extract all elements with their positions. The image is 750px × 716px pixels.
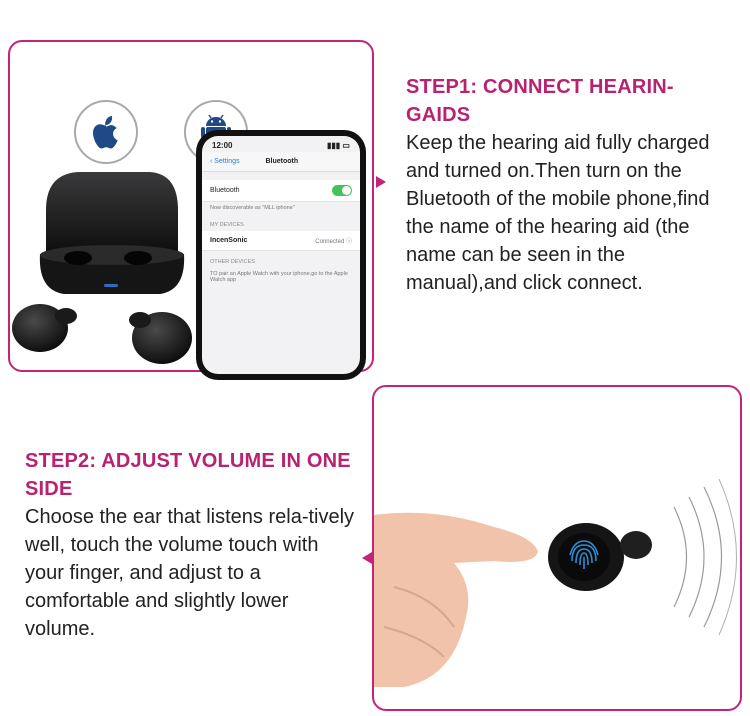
finger-touch-image xyxy=(374,387,742,711)
device-name: IncenSonic xyxy=(210,237,248,244)
other-devices-note: TO pair an Apple Watch with your iphone,go to the Apple Watch app xyxy=(210,271,348,283)
bluetooth-label: Bluetooth xyxy=(210,187,240,194)
back-label: Settings xyxy=(214,158,240,165)
my-devices-header: MY DEVICES xyxy=(210,222,244,228)
step2-body: Choose the ear that listens rela-tively well, touch the volume touch with your finger, and adjust to a comfortable and slightly lower volume. xyxy=(25,506,355,640)
step2-title: STEP2: ADJUST VOLUME IN ONE SIDE xyxy=(25,450,351,500)
info-icon[interactable]: ⓘ xyxy=(345,239,352,245)
step2-image-frame xyxy=(372,385,742,711)
other-devices-header: OTHER DEVICES xyxy=(210,259,255,265)
fingerprint-icon xyxy=(564,537,604,577)
device-row[interactable] xyxy=(202,231,360,251)
back-button[interactable]: ‹ Settings xyxy=(210,158,240,165)
step2-pointer xyxy=(362,552,372,564)
step1-title: STEP1: CONNECT HEARIN-GAIDS xyxy=(406,76,674,126)
bluetooth-row[interactable] xyxy=(202,180,360,202)
step1-pointer xyxy=(376,176,386,188)
phone-mockup xyxy=(196,130,366,380)
step1-body: Keep the hearing aid fully charged and turned on.Then turn on the Bluetooth of the mobile phone,find the name of the hearing aid (the name can be seen in the manual),and click connect. xyxy=(406,132,710,294)
screen-title: Bluetooth xyxy=(265,158,299,165)
bluetooth-toggle[interactable] xyxy=(332,185,352,196)
discoverable-note: Now discoverable as "MLL iphone" xyxy=(210,205,295,211)
phone-screen xyxy=(202,136,360,374)
signal-battery-icon: ▮▮▮ ▭ xyxy=(327,141,350,150)
device-status: Connected xyxy=(315,239,345,245)
phone-time: 12:00 xyxy=(212,141,233,150)
